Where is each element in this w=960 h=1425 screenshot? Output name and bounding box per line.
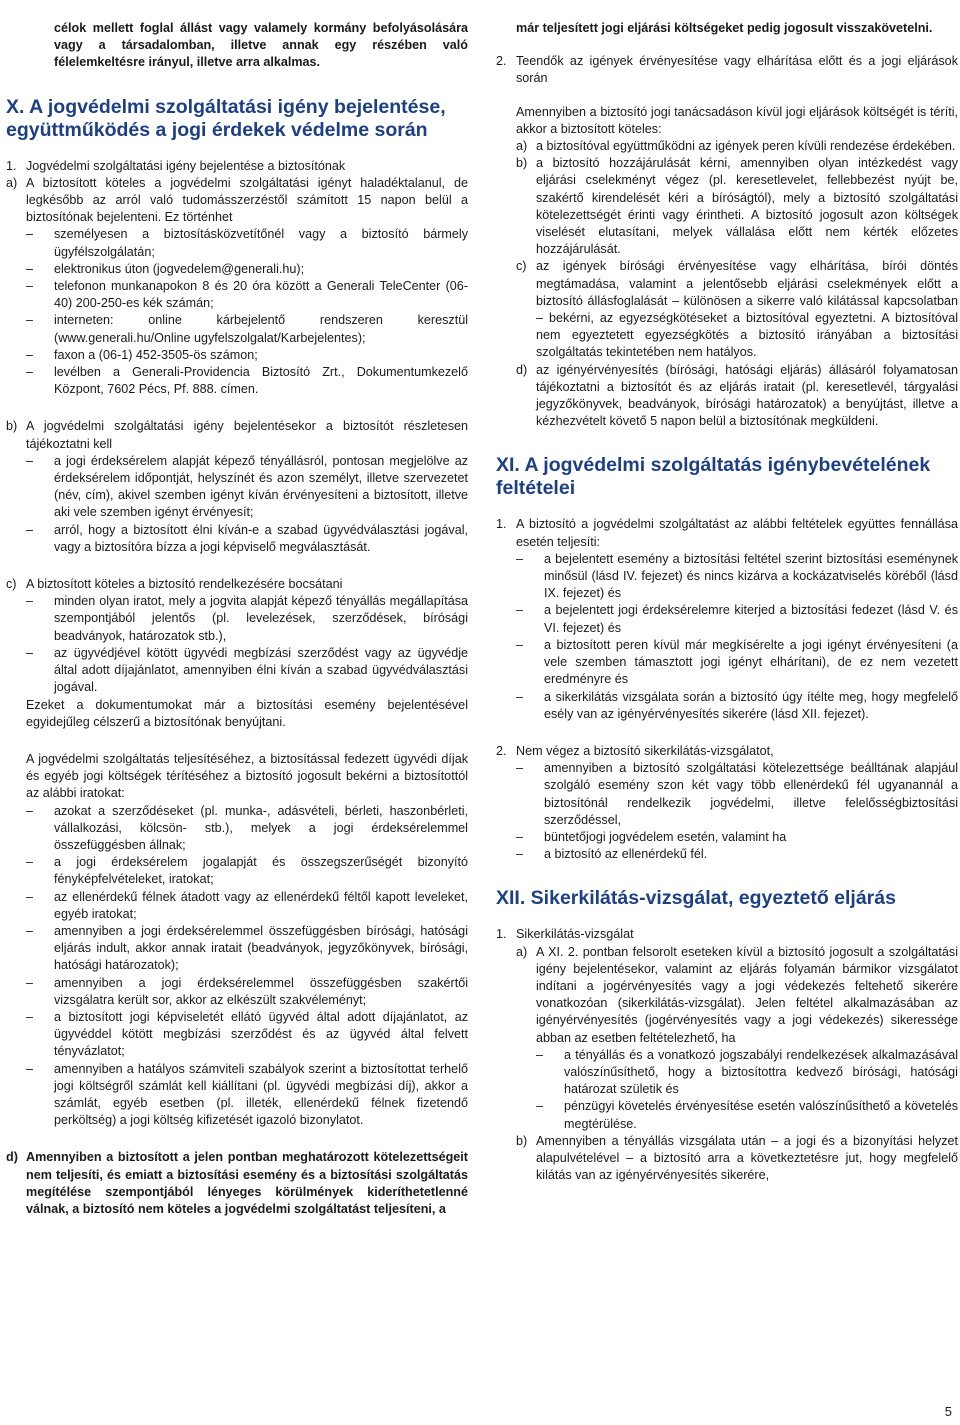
- continued-paragraph: már teljesített jogi eljárási költségeket pedig jogosult visszakövetelni.: [516, 21, 933, 35]
- xii-sub-item-a: a) A XI. 2. pontban felsorolt eseteken kívül a biztosító jogosult a szolgáltatási igény bejelentésekor, valamint az eljárás folyamán bármikor vizsgálatot indítani a jogérvényesítés vagy a jogi védekezés feltehető sikerére vonatkozóan (sikerkilátás-vizsgálat). Jelen feltétel alkalmazásában az igényérvényesítés (jogérvényesítés vagy a jogi védekezés) sikeressége abban az esetben feltételezhető, ha – a tényállás és a vonatkozó jogszabályi rendelkezések alkalmazásával valószínűsíthető, hogy a biztosítottra kedvező bírósági, hatósági határozat születik és – pénzügyi követelés érvényesítése esetén valószínűsíthető a követelés megtérülése.: [516, 944, 958, 1133]
- item-number: 2.: [496, 743, 507, 758]
- item-number: 2.: [496, 54, 507, 69]
- sub-item-d: d) az igényérvényesítés (bírósági, hatósági eljárás) állásáról folyamatosan tájékoztatni a biztosítót és az eljárás iratait (pl. keresetlevél, tárgyalási jegyzőkönyvek, beadványok, bírósági határozatok) a benyújtást, illetve a kézhezvételt követő 5 napon belül a biztosítónak megküldeni.: [516, 362, 958, 429]
- dash-marker: –: [516, 689, 524, 704]
- item-letter: d): [6, 1150, 18, 1165]
- list-item-1b: [6, 418, 468, 556]
- item-text: A biztosított köteles a jogvédelmi szolgáltatási igényt haladéktalanul, de legkésőbb az arról való tudomásszerzéstől számított 15 napon belül a biztosítónak bejelenteni. Ez történhet: [26, 175, 468, 225]
- dash-marker: –: [516, 637, 524, 652]
- dash-item: – a biztosított peren kívül már megkísérelte a jogi igényt érvényesíteni (a vele szemben támasztott jogi igényt elhárítani), de ez nem vezetett eredményre és: [516, 637, 958, 687]
- dash-item: – a bejelentett jogi érdeksérelemre kiterjed a biztosítási fedezet (lásd V. és VI. fejezet) és: [516, 603, 958, 635]
- dash-item: – amennyiben a biztosító szolgáltatási kötelezettsége beálltának alapjául szolgáló esemény szon két vagy több ellenérdekű fél ugyanannál a biztosítónál rendelkezik jogvédelmi, illetve felelősségbiztosítási szerződéssel,: [516, 761, 958, 827]
- intro-paragraph: célok mellett foglal állást vagy valamely kormány befolyásolására vagy a társadalomban, illetve annak egy részében való félelemkeltésre irányul, illetve arra alkalmas.: [54, 21, 468, 70]
- dash-item: – amennyiben a jogi érdeksérelemmel összefüggésben bírósági, hatósági eljárás indult, akkor annak iratait (beadványok, jegyzőkönyvek, bírósági, hatósági határozatok);: [26, 923, 468, 973]
- section-heading-xi: XI. A jogvédelmi szolgáltatás igénybevételének feltételei: [496, 454, 931, 500]
- dash-list: [26, 226, 468, 398]
- xi-list-item-2: [496, 743, 958, 863]
- dash-marker: –: [26, 975, 34, 990]
- dash-item: – arról, hogy a biztosított élni kíván-e a szabad ügyvédválasztási jogával, vagy a biztosítóra bízza a jogi képviselő megválasztását.: [26, 522, 468, 554]
- dash-item: – az ügyvédjével kötött ügyvédi megbízási szerződést vagy az ügyvédje által adott díjajánlatot, amennyiben élni kíván a szabad ügyvédválasztási jogával.: [26, 645, 468, 695]
- item-text: Jogvédelmi szolgáltatási igény bejelentése a biztosítónak: [26, 158, 346, 173]
- page-number: 5: [944, 1404, 952, 1419]
- dash-marker: –: [26, 855, 34, 870]
- dash-marker: –: [26, 1009, 34, 1024]
- section-heading-xii: XII. Sikerkilátás-vizsgálat, egyeztető eljárás: [496, 887, 896, 910]
- dash-item: – interneten: online kárbejelentő rendszeren keresztül (www.generali.hu/Online ugyfelszolgalat/Karbejelentes);: [26, 313, 468, 345]
- dash-marker: –: [26, 522, 34, 537]
- dash-item: – a biztosító az ellenérdekű fél.: [516, 846, 958, 863]
- dash-item: – a bejelentett esemény a biztosítási feltétel szerint biztosítási eseménynek minősül (lásd IV. fejezet) és nincs kizárva a kockázatviselés köréből (lásd IX. fejezet) és: [516, 551, 958, 601]
- xii-sub-item-b: b) Amennyiben a tényállás vizsgálata után – a jogi és a bizonyítási helyzet alapulvételével – a biztosító arra a következtetésre jut, hogy megfelelő kilátás van az igényérvényesítés sikerére,: [516, 1133, 958, 1183]
- item-text: A biztosított köteles a biztosító rendelkezésére bocsátani: [26, 577, 343, 592]
- dash-item: – büntetőjogi jogvédelem esetén, valamint ha: [516, 829, 958, 846]
- item-text: A jogvédelmi szolgáltatási igény bejelentésekor a biztosítót részletesen tájékoztatni kell: [26, 419, 468, 451]
- dash-list: [516, 760, 958, 863]
- dash-marker: –: [536, 1099, 544, 1114]
- dash-item: – az ellenérdekű félnek átadott vagy az ellenérdekű féltől kapott leveleket, egyéb iratokat;: [26, 889, 468, 921]
- item-letter: a): [6, 175, 18, 190]
- dash-marker: –: [516, 603, 524, 618]
- left-column: [6, 20, 468, 1218]
- dash-marker: –: [26, 261, 34, 276]
- sub-item-c: c) az igények bírósági érvényesítése vagy elhárítása, bírói döntés megtámadása, valamint a jelentősebb eljárási cselekmények előtt a biztosító állásfoglalását – különösen a sikerre való kilátással kapcsolatban – bekérni, az egyezségkötéseket a biztosítóval egyeztetni. A biztosítóval nem egyeztetett egyezségkötés a biztosító irányában a biztosítási szolgáltatás tekintetében nem hatályos.: [516, 259, 958, 360]
- dash-marker: –: [516, 761, 524, 776]
- dash-list: [516, 551, 958, 723]
- item-note: Ezeket a dokumentumokat már a biztosítási esemény bejelentésével egyidejűleg célszerű a biztosítónak benyújtani.: [26, 697, 468, 729]
- sub-item-a: a) a biztosítóval együttműködni az igények peren kívüli rendezése érdekében.: [516, 139, 956, 154]
- dash-item: – a biztosított jogi képviseletét ellátó ügyvéd által adott díjajánlatot, az ügyvéddel kötött megbízási szerződést és az ügyvéd által felvett tényvázlatot;: [26, 1009, 468, 1059]
- dash-item: – a jogi érdeksérelem jogalapját és összegszerűségét bizonyító fényképfelvételeket, iratokat;: [26, 855, 468, 887]
- dash-item: – személyesen a biztosításközvetítőnél vagy a biztosító bármely ügyfélszolgálatán;: [26, 227, 468, 259]
- item-text: Amennyiben a biztosított a jelen pontban meghatározott kötelezettségeit nem teljesíti, és emiatt a biztosítási esemény és a biztosítási szolgáltatás megítélése szempontjából lényeges körülmények kideríthetetlenné válnak, a biztosító nem köteles a jogvédelmi szolgáltatást teljesíteni, a: [26, 1150, 468, 1216]
- dash-item: – azokat a szerződéseket (pl. munka-, adásvételi, bérleti, haszonbérleti, vállalkozási, kölcsön- stb.), melyek a jogi érdeksérelemmel összefüggésben állnak;: [26, 803, 468, 852]
- item-number: 1.: [6, 158, 17, 173]
- dash-marker: –: [26, 1061, 34, 1076]
- dash-item: – elektronikus úton (jogvedelem@generali.hu);: [26, 261, 468, 278]
- dash-item: – a tényállás és a vonatkozó jogszabályi rendelkezések alkalmazásával valószínűsíthető, hogy a biztosítottra kedvező bírósági, hatósági határozat születik és: [536, 1047, 958, 1097]
- dash-item: – amennyiben a hatályos számviteli szabályok szerint a biztosítottat terhelő jogi költségről számlát kell kiállítani (pl. ügyvédi megbízási díj), akkor a számlát, egyéb esetben (pl. illeték, ellenérdekű félnek fizetendő perköltség) a jogi költség kifizetését igazoló bizonylatot.: [26, 1061, 468, 1128]
- dash-marker: –: [26, 453, 34, 468]
- list-item-1: [6, 158, 468, 175]
- sub-item-b: b) a biztosító hozzájárulását kérni, amennyiben olyan intézkedést vagy eljárási cselekményt végez (pl. keresetlevelet, fellebbezést nyújt be, szakértő kirendelését kéri a bíróságtól), mely a biztosító szolgáltatási kötelezettségét érinti vagy érintheti. A biztosító jogosult azon költségek viselését elutasítani, melyek vállalása előtt nem kérték előzetes hozzájárulását.: [516, 156, 958, 257]
- list-item-1c: [6, 576, 468, 1129]
- xii-list-item-1: [496, 926, 958, 1184]
- item-letter: c): [6, 577, 17, 592]
- dash-marker: –: [26, 279, 34, 294]
- dash-marker: –: [26, 889, 34, 904]
- dash-marker: –: [26, 645, 34, 660]
- dash-marker: –: [26, 227, 34, 242]
- right-column: [496, 20, 958, 1184]
- item-paragraph: A jogvédelmi szolgáltatás teljesítéséhez, a biztosítással fedezett ügyvédi díjak és egyéb jogi költségek térítéséhez a biztosító jogosult bekérni a biztosítottól az alábbi iratokat:: [26, 751, 468, 801]
- dash-item: – faxon a (06-1) 452-3505-ös számon;: [26, 347, 468, 364]
- dash-marker: –: [536, 1047, 544, 1062]
- item-text: Nem végez a biztosító sikerkilátás-vizsgálatot,: [516, 743, 774, 758]
- section-heading-x: X. A jogvédelmi szolgáltatási igény bejelentése, együttműködés a jogi érdekek védelme során: [6, 95, 446, 141]
- item-number: 1.: [496, 927, 507, 942]
- dash-item: – a jogi érdeksérelem alapját képező tényállásról, pontosan megjelölve az érdeksérelem időpontját, helyszínét és azon személyt, illetve szervezetet (név, cím), akivel szemben igényt kíván érvényesíteni a biztosított, illetve aki vele szemben igényt érvényesít;: [26, 453, 468, 520]
- dash-marker: –: [26, 594, 34, 609]
- dash-item: – a sikerkilátás vizsgálata során a biztosító úgy ítélte meg, hogy megfelelő esély van az igényérvényesítés sikerére (lásd XII. fejezet).: [516, 689, 958, 721]
- dash-marker: –: [26, 365, 34, 380]
- dash-marker: –: [26, 923, 34, 938]
- dash-marker: –: [516, 551, 524, 566]
- dash-list: [26, 593, 468, 696]
- dash-marker: –: [516, 829, 524, 844]
- list-item-1a: [6, 175, 468, 399]
- item-text: Sikerkilátás-vizsgálat: [516, 927, 634, 942]
- list-item-1d: [6, 1149, 468, 1218]
- dash-item: – pénzügyi követelés érvényesítése esetén valószínűsíthető a követelés megtérülése.: [536, 1099, 958, 1131]
- dash-item: – amennyiben a jogi érdeksérelemmel összefüggésben szakértői vizsgálatra került sor, akkor az elkészült szakvéleményt;: [26, 975, 468, 1007]
- dash-marker: –: [516, 847, 524, 862]
- dash-item: – minden olyan iratot, mely a jogvita alapját képező tényállás megállapítása szempontjából jelentős (pl. levelezések, szerződések, bírósági beadványok, határozatok stb.),: [26, 594, 468, 643]
- item-text: Teendők az igények érvényesítése vagy elhárítása előtt és a jogi eljárások során: [516, 54, 958, 86]
- item-letter: b): [6, 419, 18, 434]
- dash-list: [536, 1047, 958, 1133]
- item-number: 1.: [496, 517, 507, 532]
- item-text: A biztosító a jogvédelmi szolgáltatást az alábbi feltételek együttes fennállása esetén teljesíti:: [516, 517, 958, 549]
- dash-list: [26, 453, 468, 556]
- dash-item: – levélben a Generali-Providencia Biztosító Zrt., Dokumentumkezelő Központ, 7602 Pécs, Pf. 888. címen.: [26, 365, 468, 397]
- dash-item: – telefonon munkanapokon 8 és 20 óra között a Generali TeleCenter (06-40) 200-250-es kék számán;: [26, 279, 468, 311]
- dash-marker: –: [26, 803, 34, 818]
- dash-list: [26, 803, 468, 1130]
- dash-marker: –: [26, 347, 34, 362]
- item-paragraph: Amennyiben a biztosító jogi tanácsadáson kívül jogi eljárások költségét is téríti, akkor a biztosított köteles:: [516, 104, 958, 136]
- list-item-2: [496, 53, 958, 430]
- xi-list-item-1: [496, 516, 958, 722]
- dash-marker: –: [26, 313, 34, 328]
